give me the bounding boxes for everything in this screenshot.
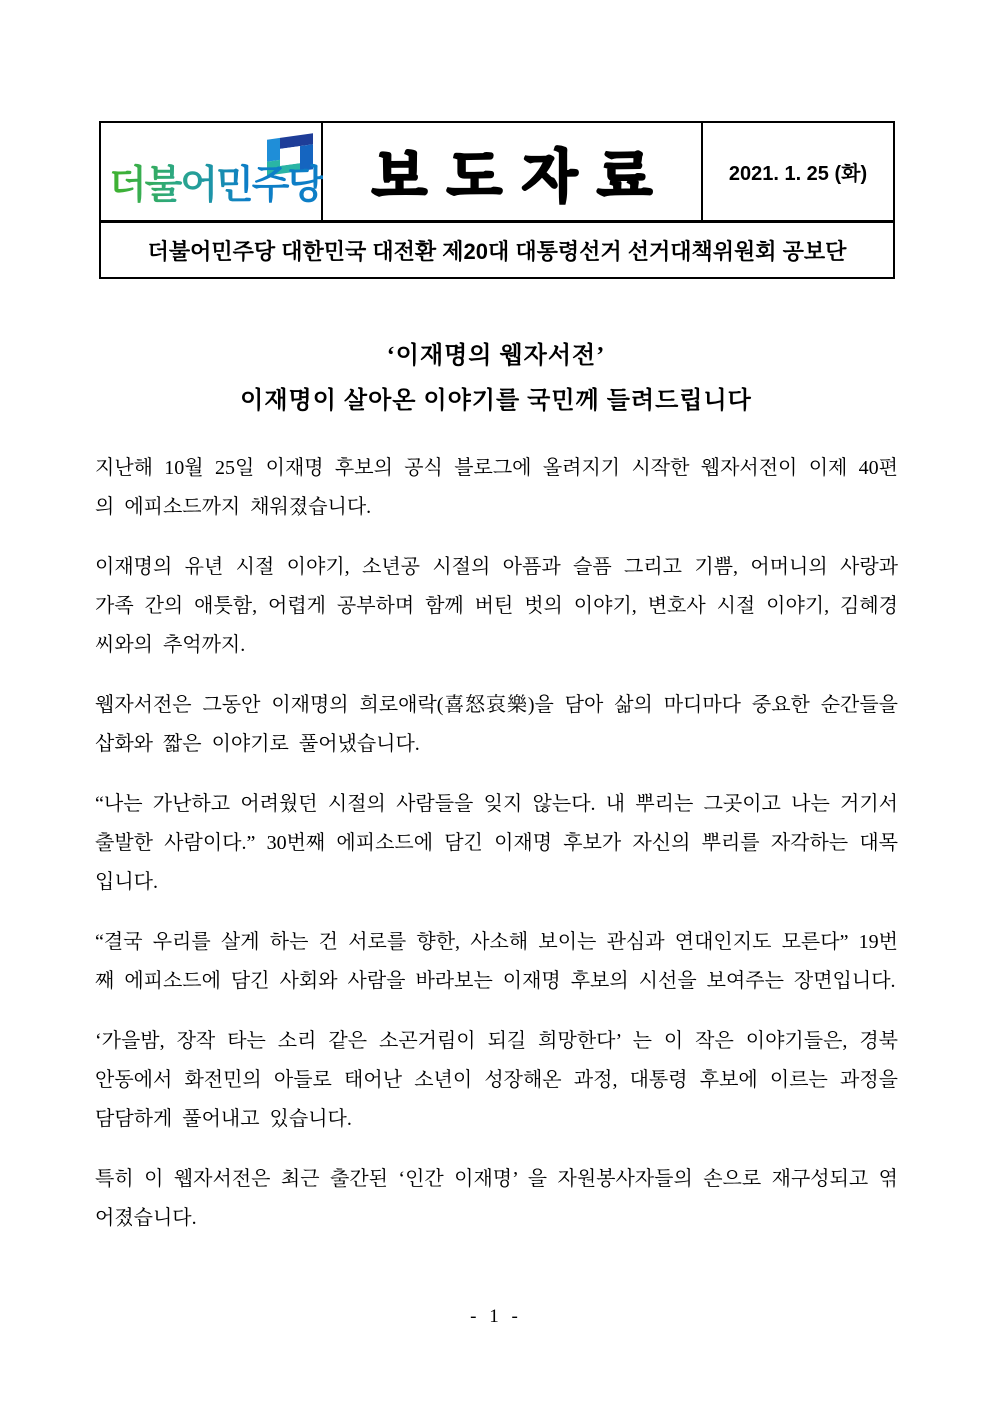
document-title-line1: ‘이재명의 웹자서전’: [386, 343, 606, 369]
page-number: - 1 -: [470, 1306, 522, 1327]
body-paragraph: ‘가을밤, 장작 타는 소리 같은 소곤거림이 되길 희망한다’ 는 이 작은 이야기들은, 경북 안동에서 화전민의 아들로 태어난 소년이 성장해온 과정, 대통령 후보에 이르는 과정을 담담하게 풀어내고 있습니다.: [95, 1030, 898, 1130]
committee-subtitle: 더불어민주당 대한민국 대전환 제20대 대통령선거 선거대책위원회 공보단: [147, 238, 847, 264]
body-paragraph: “결국 우리를 살게 하는 건 서로를 향한, 사소해 보이는 관심과 연대인지도 모른다” 19번째 에피소드에 담긴 사회와 사람을 바라보는 이재명 후보의 시선을 보여주는 장면입니다.: [95, 931, 898, 992]
body-paragraph: 지난해 10월 25일 이재명 후보의 공식 블로그에 올려지기 시작한 웹자서전이 이제 40편의 에피소드까지 채워졌습니다.: [95, 457, 898, 518]
release-date: 2021. 1. 25 (화): [728, 163, 868, 185]
press-release-header: [99, 121, 895, 279]
party-logo: [101, 123, 323, 220]
press-release-label-cell: [323, 123, 703, 220]
body-paragraph: “나는 가난하고 어려웠던 시절의 사람들을 잊지 않는다. 내 뿌리는 그곳이고 나는 거기서 출발한 사람이다.” 30번째 에피소드에 담긴 이재명 후보가 자신의 뿌리를 자각하는 대목입니다.: [95, 793, 898, 893]
document-title: [0, 334, 992, 424]
document-title-line2: 이재명이 살아온 이야기를 국민께 들려드립니다: [240, 388, 752, 414]
party-logo-text: 더불어민주당: [109, 154, 323, 210]
body-paragraph: 이재명의 유년 시절 이야기, 소년공 시절의 아픔과 슬픔 그리고 기쁨, 어머니의 사랑과 가족 간의 애틋함, 어렵게 공부하며 함께 버틴 벗의 이야기, 변호사 시절 이야기, 김혜경 씨와의 추억까지.: [95, 556, 898, 656]
document-body: [95, 449, 898, 1259]
press-release-label: 보도자료: [371, 144, 673, 209]
header-top-row: [101, 123, 893, 223]
body-paragraph: 특히 이 웹자서전은 최근 출간된 ‘인간 이재명’ 을 자원봉사자들의 손으로 재구성되고 엮어졌습니다.: [95, 1168, 898, 1229]
body-paragraph: 웹자서전은 그동안 이재명의 희로애락(喜怒哀樂)을 담아 삶의 마디마다 중요한 순간들을 삽화와 짧은 이야기로 풀어냈습니다.: [95, 694, 898, 755]
